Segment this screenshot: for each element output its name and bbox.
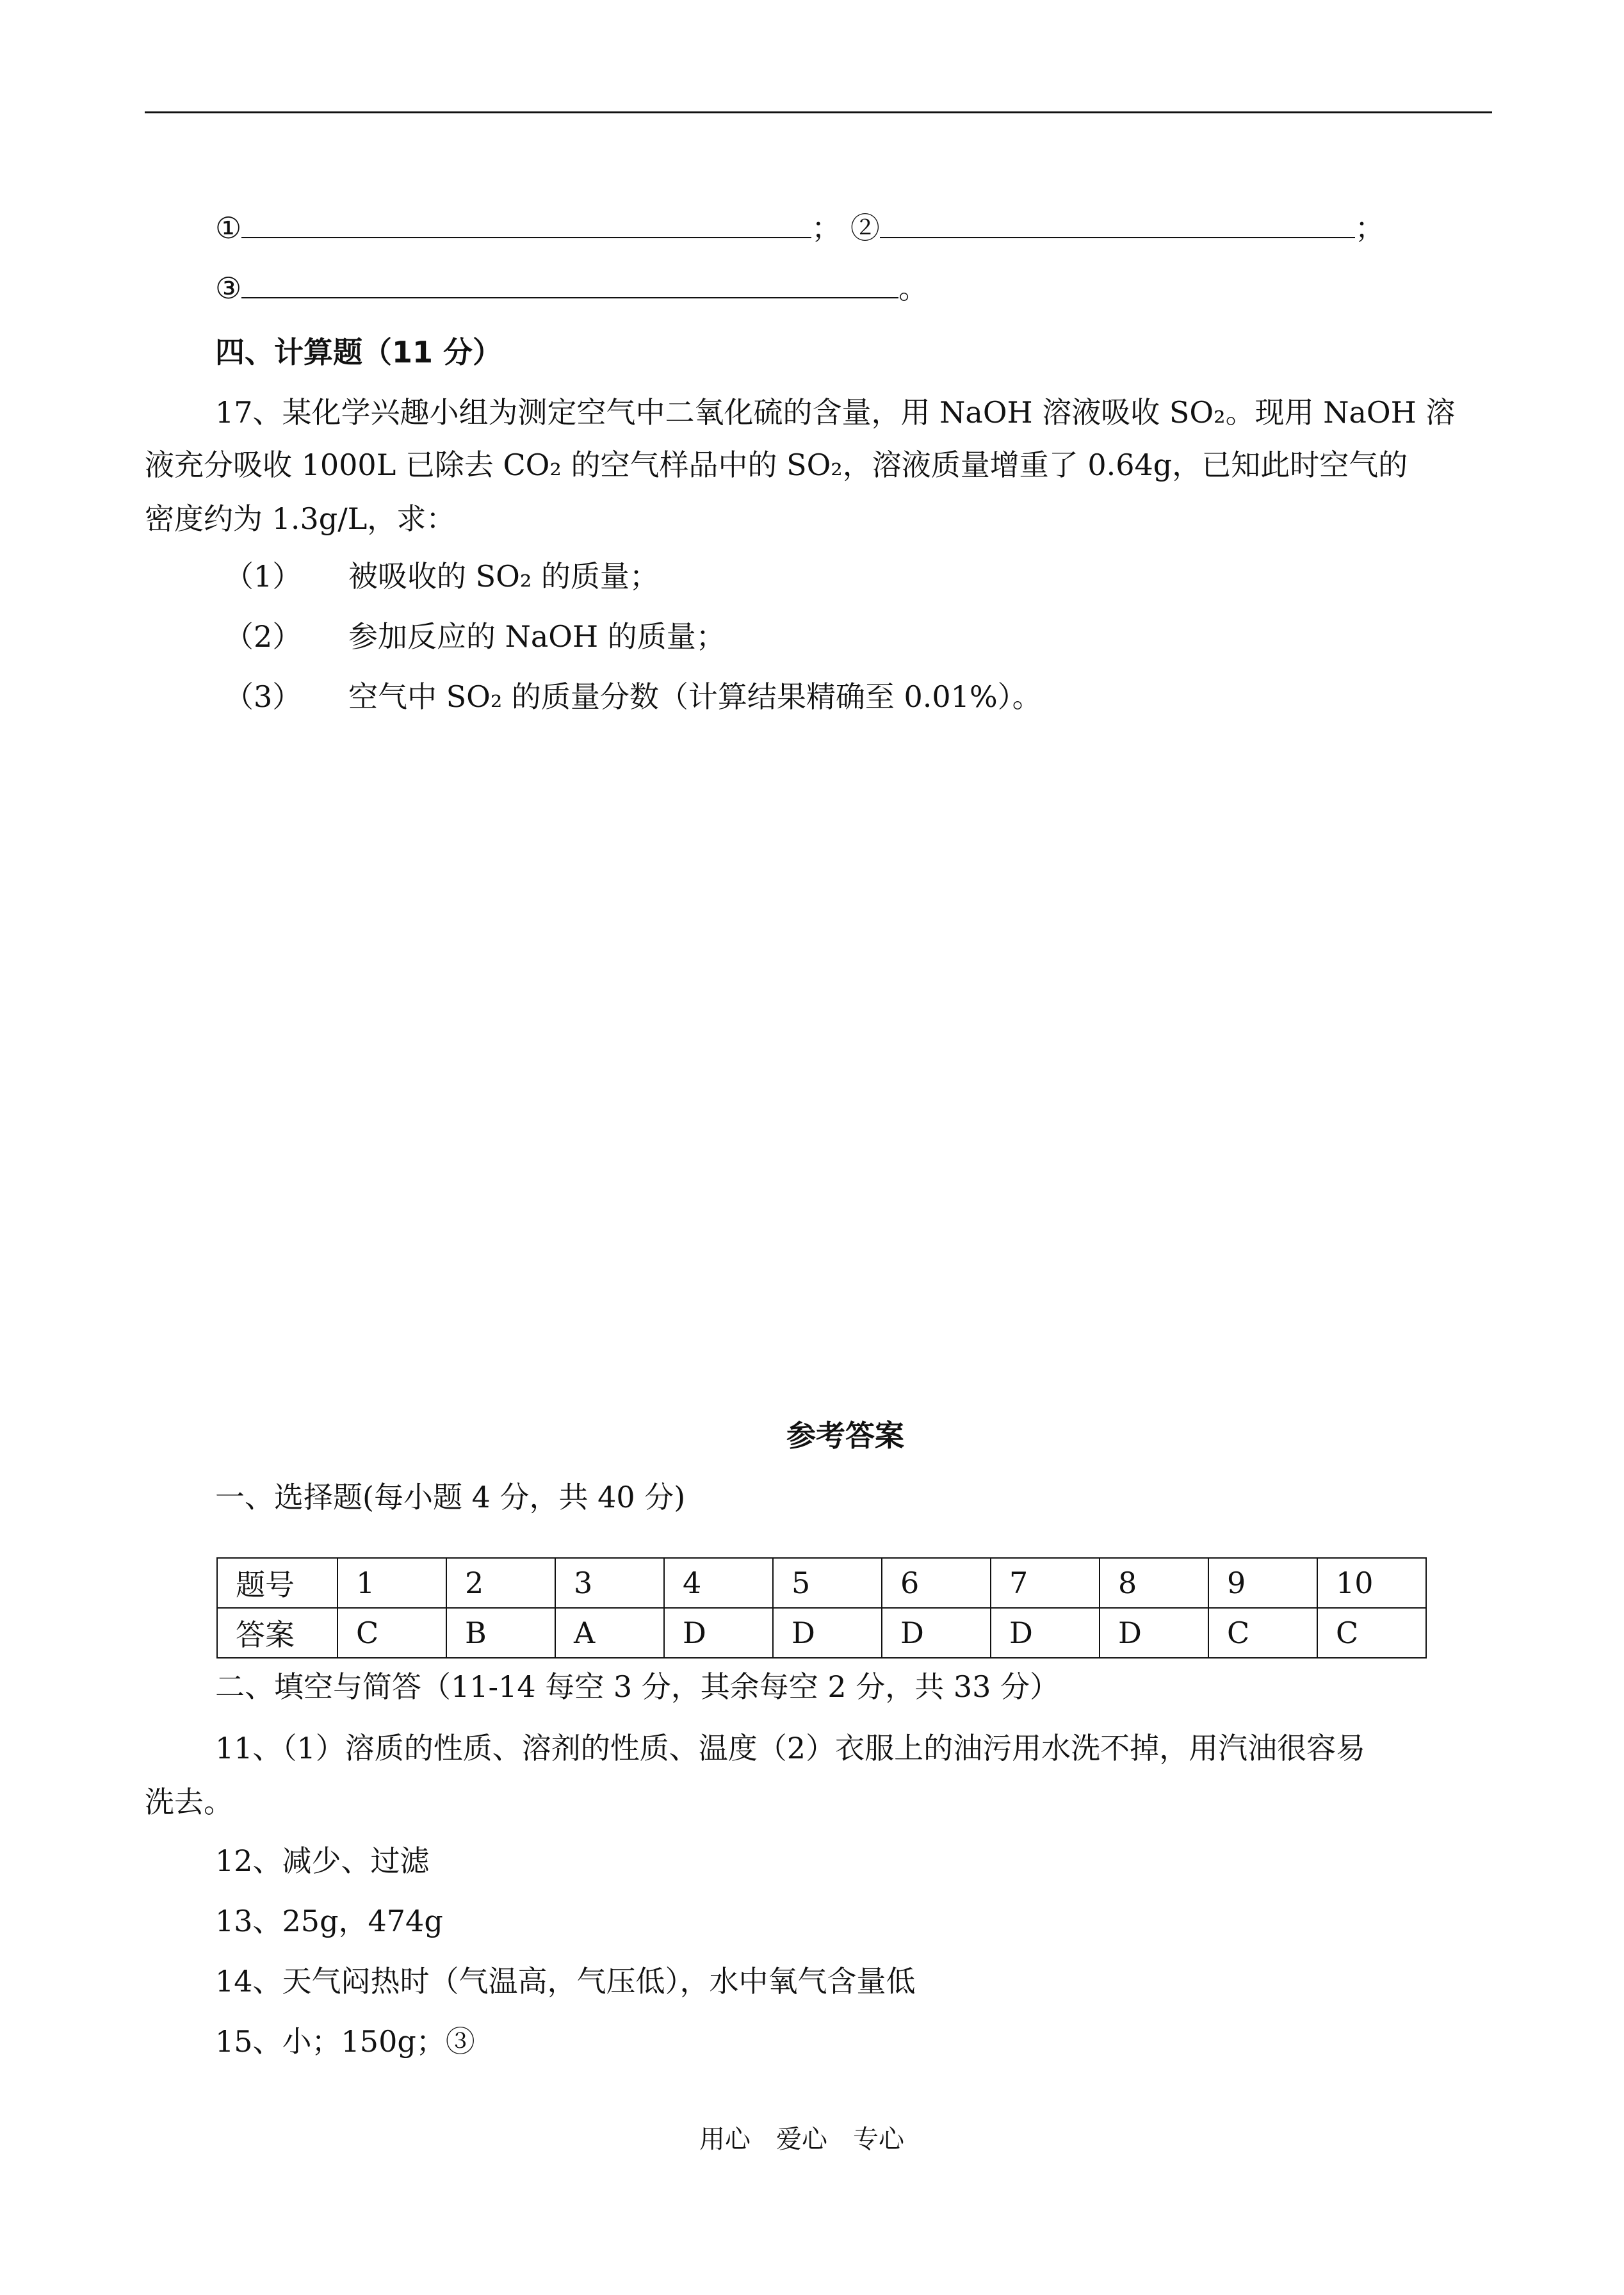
question-17-line-3: 密度约为 1.3g/L，求： [145,501,456,536]
blank-1-end: ； [811,211,841,245]
table-cell-choice: D [991,1608,1100,1658]
table-cell-choice: D [664,1608,773,1658]
table-cell-choice: D [773,1608,882,1658]
answer-table [216,1557,1427,1658]
table-cell-choice: D [882,1608,991,1658]
blank-line-1-2 [215,209,1384,247]
table-cell-choice: C [1208,1608,1317,1658]
table-cell-choice: B [446,1608,555,1658]
subquestion-1-text: 被吸收的 SO₂ 的质量； [348,559,659,594]
blank-3-end: 。 [898,271,929,305]
answer-13: 13、25g，474g [215,1904,443,1938]
table-cell-number: 7 [991,1558,1100,1608]
answer-11-line-2: 洗去。 [145,1785,233,1819]
subquestion-1-number: （1） [224,559,302,594]
table-cell-number: 2 [446,1558,555,1608]
answer-14: 14、天气闷热时（气温高，气压低），水中氧气含量低 [215,1964,916,1999]
table-row-label: 答案 [217,1608,337,1658]
table-cell-number: 9 [1208,1558,1317,1608]
answers-part-2-heading: 二、填空与简答（11-14 每空 3 分，其余每空 2 分，共 33 分） [215,1669,1060,1704]
answers-title: 参考答案 [786,1418,904,1453]
table-cell-number: 6 [882,1558,991,1608]
answer-12: 12、减少、过滤 [215,1844,430,1878]
answer-11-line-1: 11、（1）溶质的性质、溶剂的性质、温度（2）衣服上的油污用水洗不掉，用汽油很容易 [215,1731,1366,1765]
blank-3 [241,269,898,298]
table-cell-choice: C [337,1608,446,1658]
answer-table-row-choices [217,1608,1426,1658]
blank-line-3 [215,269,928,307]
table-cell-number: 10 [1317,1558,1426,1608]
table-cell-number: 1 [337,1558,446,1608]
table-cell-number: 5 [773,1558,882,1608]
page-footer: 用心 爱心 专心 [699,2125,904,2154]
subquestion-2-number: （2） [224,619,302,654]
table-row-label: 题号 [217,1558,337,1608]
question-17-line-2: 液充分吸收 1000L 已除去 CO₂ 的空气样品中的 SO₂，溶液质量增重了 0.64g，已知此时空气的 [145,448,1408,482]
answers-part-1-heading: 一、选择题(每小题 4 分，共 40 分) [215,1480,686,1514]
table-cell-number: 4 [664,1558,773,1608]
table-cell-choice: D [1100,1608,1208,1658]
blank-2-marker: ② [850,211,880,245]
question-17-line-1: 17、某化学兴趣小组为测定空气中二氧化硫的含量，用 NaOH 溶液吸收 SO₂。现用 NaOH 溶 [215,395,1456,430]
blank-2 [880,209,1355,238]
subquestion-3-number: （3） [224,679,302,714]
answer-table-row-numbers [217,1558,1426,1608]
blank-1-marker: ① [215,211,242,245]
subquestion-3-text: 空气中 SO₂ 的质量分数（计算结果精确至 0.01%）。 [348,679,1042,714]
blank-2-end: ； [1354,211,1384,245]
table-cell-choice: C [1317,1608,1426,1658]
header-rule [145,111,1492,113]
table-cell-number: 3 [555,1558,664,1608]
blank-1 [241,209,811,238]
answer-15: 15、小；150g；③ [215,2024,475,2059]
subquestion-2-text: 参加反应的 NaOH 的质量； [348,619,726,654]
section-4-heading: 四、计算题（11 分） [215,335,503,369]
table-cell-choice: A [555,1608,664,1658]
blank-3-marker: ③ [215,271,242,305]
table-cell-number: 8 [1100,1558,1208,1608]
